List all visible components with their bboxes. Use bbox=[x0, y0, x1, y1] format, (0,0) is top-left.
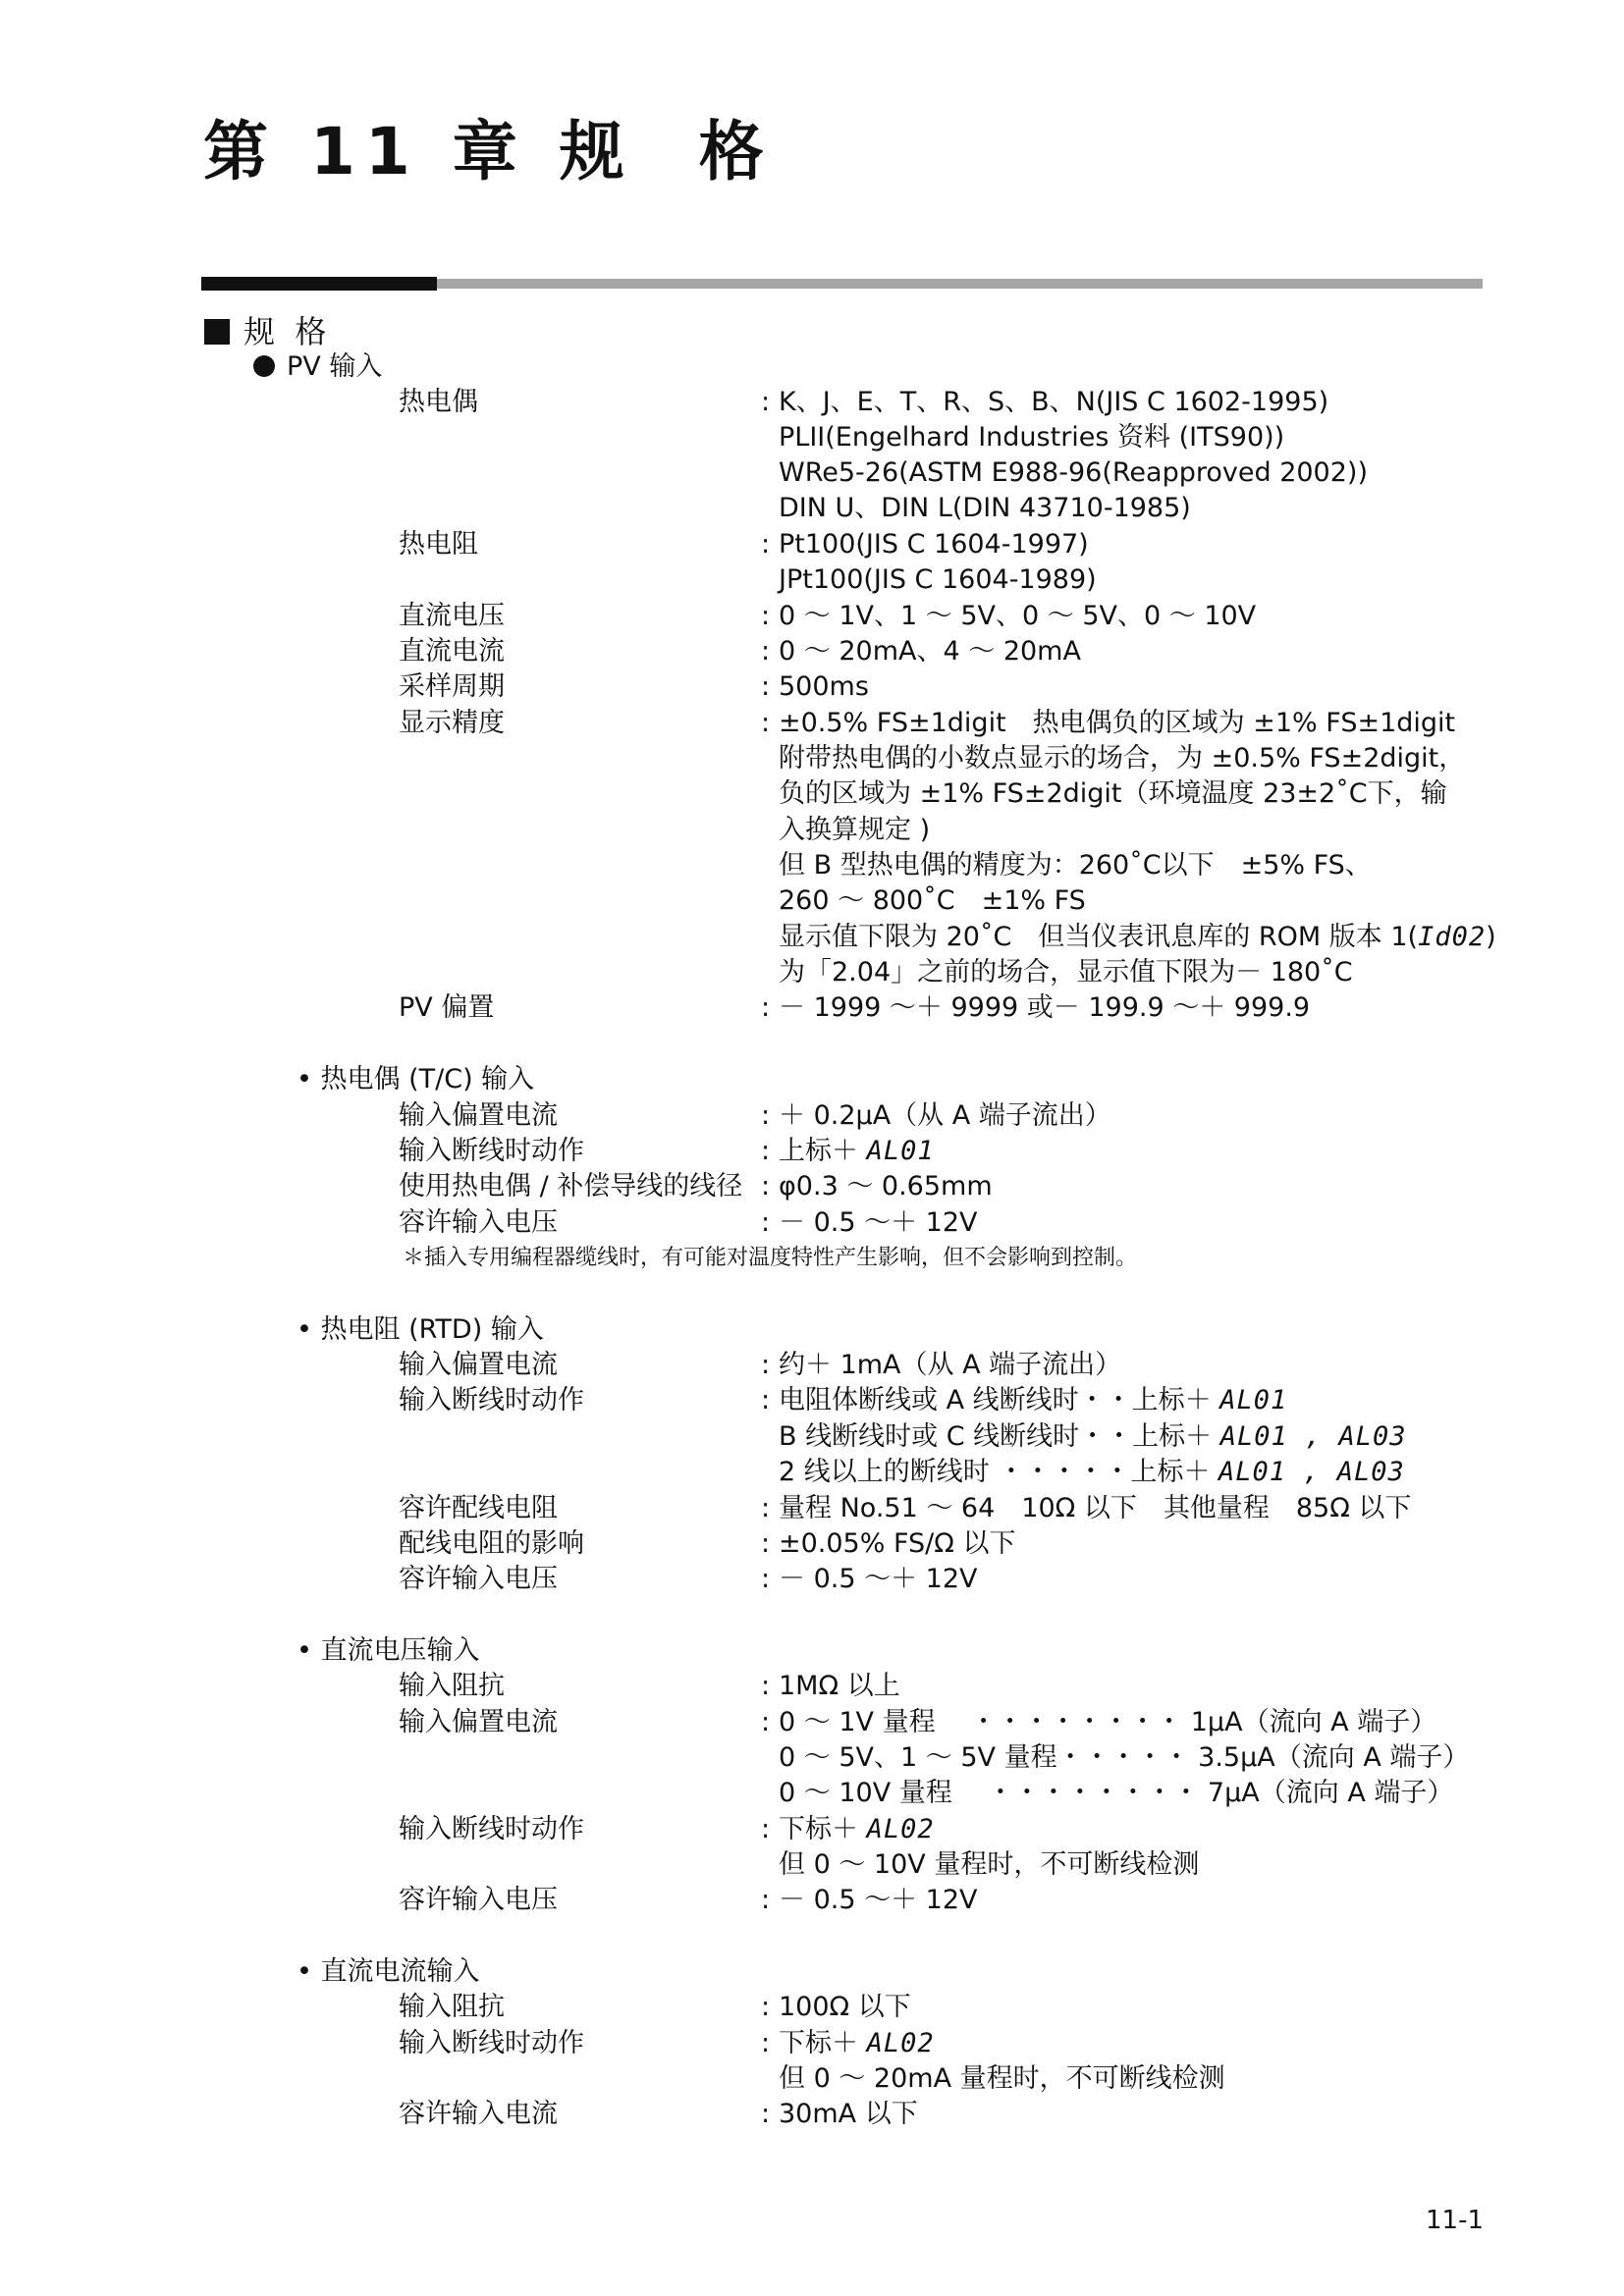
circle-bullet-icon bbox=[253, 355, 275, 377]
square-bullet-icon bbox=[204, 319, 230, 345]
dca-input-heading: • 直流电流输入 bbox=[297, 1956, 480, 1987]
spec-value: ±0.5% FS±1digit 热电偶负的区域为 ±1% FS±1digit bbox=[779, 708, 1456, 738]
spec-colon: : bbox=[761, 1814, 771, 1844]
spec-value bbox=[779, 1455, 1405, 1490]
segment-code: Id02 bbox=[1418, 922, 1487, 952]
spec-value: DIN U、DIN L(DIN 43710-1985) bbox=[779, 493, 1191, 523]
spec-colon: : bbox=[761, 992, 771, 1023]
spec-label: 使用热电偶 / 补偿导线的线径 bbox=[399, 1171, 743, 1201]
spec-label: 采样周期 bbox=[399, 671, 505, 702]
spec-value: 100Ω 以下 bbox=[779, 1992, 911, 2022]
spec-value: 0 ～ 1V、1 ～ 5V、0 ～ 5V、0 ～ 10V bbox=[779, 601, 1257, 631]
spec-value-text: 显示值下限为 20˚C 但当仪表讯息库的 ROM 版本 1( bbox=[779, 922, 1419, 952]
chapter-title: 第 11 章 规 格 bbox=[203, 114, 774, 189]
segment-code: AL01 , AL03 bbox=[1218, 1457, 1405, 1487]
spec-label: 输入断线时动作 bbox=[399, 1385, 584, 1415]
spec-colon: : bbox=[761, 1671, 771, 1701]
spec-colon: : bbox=[761, 636, 771, 667]
spec-value bbox=[779, 1812, 935, 1847]
spec-label: 输入阻抗 bbox=[399, 1992, 505, 2022]
spec-label: 容许配线电阻 bbox=[399, 1493, 558, 1523]
spec-colon: : bbox=[761, 1350, 771, 1380]
spec-colon: : bbox=[761, 1385, 771, 1415]
tc-input-heading: • 热电偶 (T/C) 输入 bbox=[297, 1064, 535, 1095]
spec-value-text: 下标＋ bbox=[779, 1814, 867, 1844]
spec-colon: : bbox=[761, 1207, 771, 1238]
spec-value bbox=[779, 1419, 1407, 1455]
spec-value bbox=[779, 1383, 1287, 1418]
spec-label: 输入阻抗 bbox=[399, 1671, 505, 1701]
spec-value-text: 上标＋ bbox=[779, 1136, 867, 1166]
tc-note: ＊插入专用编程器缆线时，有可能对温度特性产生影响，但不会影响到控制。 bbox=[403, 1246, 1138, 1270]
spec-label: 热电阻 bbox=[399, 529, 478, 560]
spec-value: － 0.5 ～＋ 12V bbox=[779, 1885, 978, 1915]
spec-value: 0 ～ 20mA、4 ～ 20mA bbox=[779, 636, 1081, 667]
spec-value: － 1999 ～＋ 9999 或－ 199.9 ～＋ 999.9 bbox=[779, 992, 1311, 1023]
spec-colon: : bbox=[761, 1493, 771, 1523]
spec-colon: : bbox=[761, 601, 771, 631]
spec-value-text: ) bbox=[1486, 922, 1496, 952]
spec-colon: : bbox=[761, 1564, 771, 1594]
spec-label: 热电偶 bbox=[399, 387, 478, 417]
spec-value: － 0.5 ～＋ 12V bbox=[779, 1564, 978, 1594]
spec-label: 输入断线时动作 bbox=[399, 1136, 584, 1166]
spec-value bbox=[779, 920, 1496, 955]
spec-label: 直流电流 bbox=[399, 636, 505, 667]
spec-value: 0 ～ 10V 量程 ・・・・・・・・ 7μA（流向 A 端子） bbox=[779, 1778, 1454, 1808]
spec-value: PLII(Engelhard Industries 资料 (ITS90)) bbox=[779, 422, 1285, 453]
spec-value: 约＋ 1mA（从 A 端子流出） bbox=[779, 1350, 1122, 1380]
spec-label: 输入断线时动作 bbox=[399, 1814, 584, 1844]
spec-value: 但 0 ～ 10V 量程时，不可断线检测 bbox=[779, 1849, 1200, 1880]
spec-value: 但 0 ～ 20mA 量程时，不可断线检测 bbox=[779, 2063, 1225, 2094]
title-rule-grey bbox=[437, 279, 1483, 289]
spec-colon: : bbox=[761, 387, 771, 417]
spec-value: 0 ～ 1V 量程 ・・・・・・・・ 1μA（流向 A 端子） bbox=[779, 1707, 1437, 1737]
spec-value-text: B 线断线时或 C 线断线时・・上标＋ bbox=[779, 1421, 1220, 1452]
spec-value: JPt100(JIS C 1604-1989) bbox=[779, 564, 1097, 595]
spec-value: 但 B 型热电偶的精度为：260˚C以下 ±5% FS、 bbox=[779, 850, 1372, 881]
spec-value bbox=[779, 2026, 935, 2061]
spec-label: 容许输入电压 bbox=[399, 1885, 558, 1915]
pv-input-title: PV 输入 bbox=[287, 351, 383, 382]
spec-value: ＋ 0.2μA（从 A 端子流出） bbox=[779, 1100, 1111, 1131]
spec-value-text: 电阻体断线或 A 线断线时・・上标＋ bbox=[779, 1385, 1220, 1415]
spec-value: 500ms bbox=[779, 671, 869, 702]
spec-label: 容许输入电压 bbox=[399, 1207, 558, 1238]
spec-colon: : bbox=[761, 1100, 771, 1131]
spec-value: － 0.5 ～＋ 12V bbox=[779, 1207, 978, 1238]
page-number: 11-1 bbox=[1426, 2206, 1485, 2235]
spec-label: 容许输入电流 bbox=[399, 2099, 558, 2129]
spec-colon: : bbox=[761, 1707, 771, 1737]
title-rule-dark bbox=[201, 277, 437, 291]
spec-label: 输入断线时动作 bbox=[399, 2028, 584, 2058]
spec-colon: : bbox=[761, 708, 771, 738]
spec-colon: : bbox=[761, 1992, 771, 2022]
spec-value: 负的区域为 ±1% FS±2digit（环境温度 23±2˚C下，输 bbox=[779, 778, 1447, 809]
spec-value: ±0.05% FS/Ω 以下 bbox=[779, 1528, 1016, 1559]
spec-label: 容许输入电压 bbox=[399, 1564, 558, 1594]
spec-label: 输入偏置电流 bbox=[399, 1707, 558, 1737]
spec-colon: : bbox=[761, 2099, 771, 2129]
spec-value: 0 ～ 5V、1 ～ 5V 量程・・・・・ 3.5μA（流向 A 端子） bbox=[779, 1742, 1470, 1773]
spec-value bbox=[779, 1134, 935, 1169]
spec-colon: : bbox=[761, 1885, 771, 1915]
spec-colon: : bbox=[761, 1171, 771, 1201]
section-title: 规 格 bbox=[244, 313, 327, 350]
segment-code: AL02 bbox=[866, 1814, 935, 1844]
spec-value: 260 ～ 800˚C ±1% FS bbox=[779, 885, 1086, 916]
spec-value: 30mA 以下 bbox=[779, 2099, 918, 2129]
pv-input-heading bbox=[253, 349, 382, 385]
spec-value: 1MΩ 以上 bbox=[779, 1671, 900, 1701]
spec-value: WRe5-26(ASTM E988-96(Reapproved 2002)) bbox=[779, 457, 1368, 488]
spec-value-text: 下标＋ bbox=[779, 2028, 867, 2058]
spec-colon: : bbox=[761, 671, 771, 702]
spec-value: φ0.3 ～ 0.65mm bbox=[779, 1171, 993, 1201]
spec-label: 直流电压 bbox=[399, 601, 505, 631]
spec-label: 输入偏置电流 bbox=[399, 1350, 558, 1380]
spec-value: 量程 No.51 ～ 64 10Ω 以下 其他量程 85Ω 以下 bbox=[779, 1493, 1412, 1523]
segment-code: AL01 bbox=[1219, 1385, 1288, 1415]
segment-code: AL01 bbox=[866, 1136, 935, 1166]
spec-label: 显示精度 bbox=[399, 708, 505, 738]
rtd-input-heading: • 热电阻 (RTD) 输入 bbox=[297, 1314, 544, 1345]
section-heading bbox=[204, 310, 326, 353]
spec-label: PV 偏置 bbox=[399, 992, 495, 1023]
spec-value: 附带热电偶的小数点显示的场合，为 ±0.5% FS±2digit， bbox=[779, 743, 1466, 774]
spec-colon: : bbox=[761, 1136, 771, 1166]
segment-code: AL01 , AL03 bbox=[1219, 1421, 1407, 1452]
spec-value: 入换算规定 ) bbox=[779, 815, 931, 845]
spec-value: 为「2.04」之前的场合，显示值下限为－ 180˚C bbox=[779, 957, 1353, 988]
spec-colon: : bbox=[761, 529, 771, 560]
spec-value-text: 2 线以上的断线时 ・・・・・上标＋ bbox=[779, 1457, 1218, 1487]
spec-colon: : bbox=[761, 1528, 771, 1559]
spec-value: K、J、E、T、R、S、B、N(JIS C 1602-1995) bbox=[779, 387, 1329, 417]
spec-label: 输入偏置电流 bbox=[399, 1100, 558, 1131]
spec-value: Pt100(JIS C 1604-1997) bbox=[779, 529, 1089, 560]
segment-code: AL02 bbox=[866, 2028, 935, 2058]
spec-colon: : bbox=[761, 2028, 771, 2058]
dcv-input-heading: • 直流电压输入 bbox=[297, 1635, 480, 1666]
spec-label: 配线电阻的影响 bbox=[399, 1528, 584, 1559]
